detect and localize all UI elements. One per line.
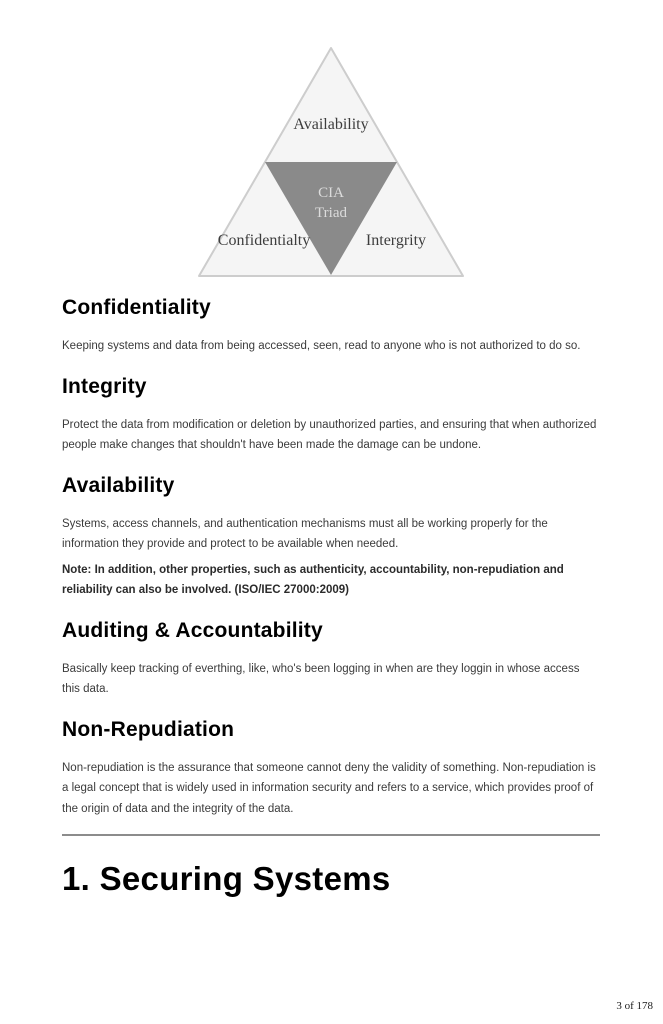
section-body-auditing-accountability: Basically keep tracking of everthing, like, who's been logging in when are they loggin in whose access this data.: [62, 662, 580, 695]
diagram-center-cia: CIA: [318, 185, 344, 201]
section-body-availability: Systems, access channels, and authentication mechanisms must all be working properly for the information they provide and protect to be available when needed.: [62, 517, 548, 550]
iso-note: Note: In addition, other properties, such as authenticity, accountability, non-repudiation and reliability can also be involved. (ISO/IEC 27000:2009): [62, 563, 564, 596]
section-heading-non-repudiation: Non-Repudiation: [62, 717, 235, 741]
cia-triad-diagram: [196, 45, 466, 278]
section-body-integrity: Protect the data from modification or deletion by unauthorized parties, and ensuring that when authorized people make changes that shouldn't have been made the damage can be undone.: [62, 418, 597, 451]
section-body-confidentiality: Keeping systems and data from being accessed, seen, read to anyone who is not authorized to do so.: [62, 340, 581, 352]
diagram-center-triad: Triad: [315, 205, 347, 221]
section-heading-confidentiality: Confidentiality: [62, 296, 211, 319]
page-number: 3 of 178: [616, 1000, 653, 1012]
diagram-label-availability: Availability: [293, 116, 369, 133]
chapter-heading: 1. Securing Systems: [62, 860, 391, 897]
section-divider: [62, 834, 600, 836]
section-heading-availability: Availability: [62, 473, 175, 497]
section-heading-integrity: Integrity: [62, 374, 147, 398]
diagram-label-confidentiality: Confidentialty: [217, 232, 311, 249]
section-heading-auditing-accountability: Auditing & Accountability: [62, 618, 323, 642]
diagram-label-integrity: Intergrity: [365, 232, 427, 249]
section-body-non-repudiation: Non-repudiation is the assurance that someone cannot deny the validity of something. Non-repudiation is a legal concept that is widely used in information security and refers to a service, which provides proof of the origin of data and the integrity of the data.: [62, 761, 596, 815]
